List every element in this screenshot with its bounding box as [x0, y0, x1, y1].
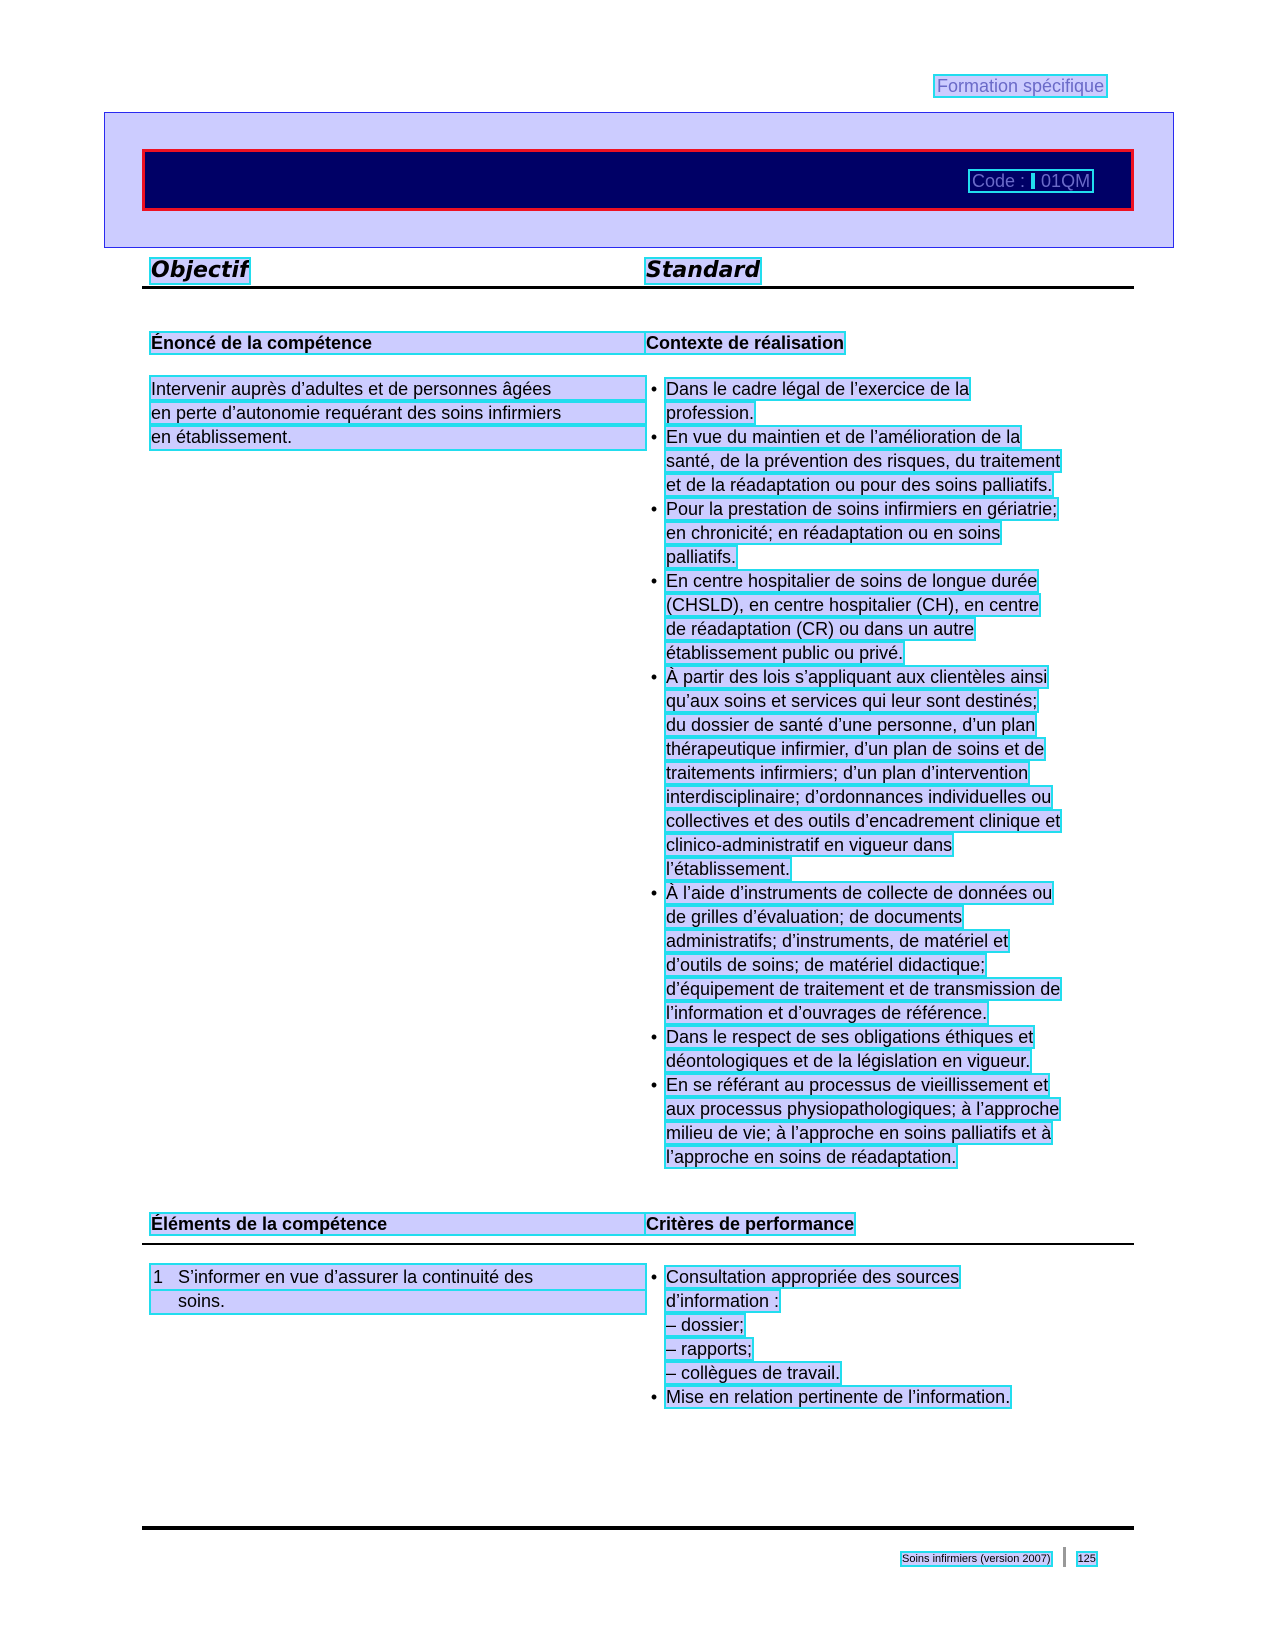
- criteria-subitem: – collègues de travail.: [666, 1363, 841, 1383]
- context-item: [646, 665, 1118, 881]
- context-line: l’approche en soins de réadaptation.: [666, 1147, 957, 1167]
- element-line: [151, 1265, 645, 1289]
- bullet-icon: •: [650, 427, 658, 447]
- context-item: [646, 1025, 1118, 1073]
- context-list: [646, 377, 1118, 1169]
- statement-line: en établissement.: [151, 425, 645, 449]
- element-number: 1: [153, 1267, 164, 1287]
- context-line: de grilles d’évaluation; de documents: [666, 907, 963, 927]
- context-line: d’outils de soins; de matériel didactique;: [666, 955, 986, 975]
- bullet-icon: •: [650, 1027, 658, 1047]
- footer-doc-title: Soins infirmiers (version 2007): [902, 1553, 1051, 1565]
- elements-heading: Éléments de la compétence: [151, 1214, 645, 1234]
- context-line: thérapeutique infirmier, d’un plan de soins et de: [666, 739, 1045, 759]
- context-line: palliatifs.: [666, 547, 737, 567]
- competence-element: [151, 1265, 645, 1313]
- statement-line: Intervenir auprès d’adultes et de personnes âgées: [151, 377, 645, 401]
- context-line: du dossier de santé d’une personne, d’un plan: [666, 715, 1036, 735]
- context-line: À l’aide d’instruments de collecte de données ou: [666, 883, 1053, 903]
- context-line: aux processus physiopathologiques; à l’approche: [666, 1099, 1060, 1119]
- column-heading-objectif: Objectif: [151, 258, 249, 283]
- context-item: [646, 497, 1118, 569]
- context-line: profession.: [666, 403, 755, 423]
- context-line: administratifs; d’instruments, de matériel et: [666, 931, 1009, 951]
- context-line: déontologiques et de la législation en vigueur.: [666, 1051, 1031, 1071]
- element-line: [151, 1289, 645, 1313]
- criteria-item: [646, 1385, 1118, 1409]
- context-line: milieu de vie; à l’approche en soins palliatifs et à: [666, 1123, 1052, 1143]
- bullet-icon: •: [650, 1387, 658, 1407]
- criteria-line: Consultation appropriée des sources: [666, 1267, 960, 1287]
- page-footer: [902, 1547, 1096, 1567]
- context-line: de réadaptation (CR) ou dans un autre: [666, 619, 975, 639]
- bullet-icon: •: [650, 571, 658, 591]
- context-line: d’équipement de traitement et de transmission de: [666, 979, 1061, 999]
- context-line: qu’aux soins et services qui leur sont destinés;: [666, 691, 1038, 711]
- context-line: établissement public ou privé.: [666, 643, 904, 663]
- context-line: collectives et des outils d’encadrement clinique et: [666, 811, 1061, 831]
- competence-statement: [151, 377, 645, 449]
- context-item: [646, 377, 1118, 425]
- code-separator: [1031, 173, 1035, 189]
- context-item: [646, 1073, 1118, 1169]
- section-rule: [142, 1243, 1134, 1245]
- context-line: Dans le cadre légal de l’exercice de la: [666, 379, 970, 399]
- context-line: traitements infirmiers; d’un plan d’intervention: [666, 763, 1029, 783]
- context-heading: Contexte de réalisation: [646, 333, 845, 353]
- footer-rule: [142, 1526, 1134, 1530]
- bullet-icon: •: [650, 1267, 658, 1287]
- criteria-subitem: – dossier;: [666, 1315, 745, 1335]
- context-line: Dans le respect de ses obligations éthiques et: [666, 1027, 1034, 1047]
- header-label: Formation spécifique: [937, 76, 1105, 96]
- bullet-icon: •: [650, 667, 658, 687]
- bullet-icon: •: [650, 379, 658, 399]
- element-text: S’informer en vue d’assurer la continuité des: [178, 1267, 534, 1287]
- column-heading-standard: Standard: [646, 258, 761, 283]
- context-line: santé, de la prévention des risques, du traitement: [666, 451, 1061, 471]
- context-line: Pour la prestation de soins infirmiers en gériatrie;: [666, 499, 1058, 519]
- footer-separator: [1063, 1547, 1066, 1567]
- statement-line: en perte d’autonomie requérant des soins infirmiers: [151, 401, 645, 425]
- course-code: [970, 171, 1092, 191]
- criteria-subitem: – rapports;: [666, 1339, 753, 1359]
- context-item: [646, 425, 1118, 497]
- context-line: en chronicité; en réadaptation ou en soins: [666, 523, 1001, 543]
- context-line: À partir des lois s’appliquant aux clientèles ainsi: [666, 667, 1048, 687]
- code-prefix: Code :: [972, 171, 1026, 191]
- heading-rule: [142, 286, 1134, 289]
- bullet-icon: •: [650, 1075, 658, 1095]
- element-text: soins.: [178, 1291, 226, 1311]
- criteria-list: [646, 1265, 1118, 1409]
- context-line: l’information et d’ouvrages de référence.: [666, 1003, 988, 1023]
- criteria-item: [646, 1265, 1118, 1385]
- criteria-line: d’information :: [666, 1291, 780, 1311]
- context-line: (CHSLD), en centre hospitalier (CH), en centre: [666, 595, 1040, 615]
- statement-heading: Énoncé de la compétence: [151, 333, 645, 353]
- context-line: clinico-administratif en vigueur dans: [666, 835, 953, 855]
- context-line: interdisciplinaire; d’ordonnances individuelles ou: [666, 787, 1052, 807]
- context-line: et de la réadaptation ou pour des soins palliatifs.: [666, 475, 1053, 495]
- bullet-icon: •: [650, 499, 658, 519]
- context-line: En centre hospitalier de soins de longue durée: [666, 571, 1038, 591]
- context-line: l’établissement.: [666, 859, 791, 879]
- criteria-line: Mise en relation pertinente de l’information.: [666, 1387, 1011, 1407]
- page-number: 125: [1077, 1553, 1096, 1565]
- context-item: [646, 569, 1118, 665]
- bullet-icon: •: [650, 883, 658, 903]
- context-line: En se référant au processus de vieillissement et: [666, 1075, 1049, 1095]
- code-value: 01QM: [1041, 171, 1091, 191]
- criteria-heading: Critères de performance: [646, 1214, 855, 1234]
- context-line: En vue du maintien et de l’amélioration de la: [666, 427, 1021, 447]
- context-item: [646, 881, 1118, 1025]
